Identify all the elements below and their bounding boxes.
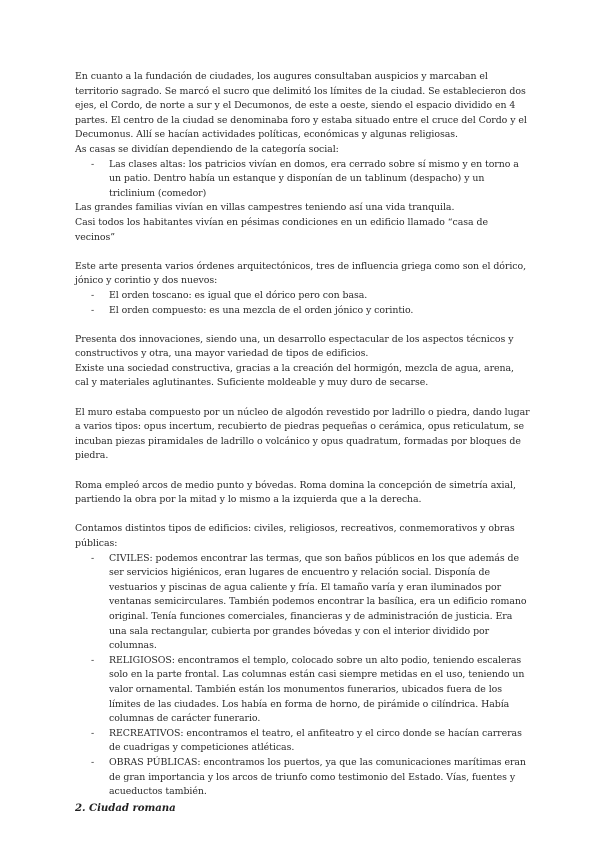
list-item-obras-publicas: - OBRAS PÚBLICAS: encontramos los puertos, ya que las comunicaciones marítimas eran de gran importancia y los arcos de triunfo como testimonio del Estado. Vías, fuentes y acueductos también. [109, 756, 530, 800]
paragraph-gap [75, 245, 530, 260]
list-item-religiosos: - RELIGIOSOS: encontramos el templo, colocado sobre un alto podio, teniendo escaleras solo en la parte frontal. Las columnas están casi siempre metidas en el uso, teniendo un valor ornamental. También están los monumentos funerarios, ubicados fuera de los límites de las ciudades. Los había en forma de horno, de pirámide o cilíndrica. Había columnas de carácter funerario. [109, 654, 530, 727]
paragraph-building-types: Contamos distintos tipos de edificios: civiles, religiosos, recreativos, conmemorativos y obras públicas: [75, 523, 515, 549]
list-item: - El orden toscano: es igual que el dórico pero con basa. [109, 289, 530, 304]
paragraph-concrete: Existe una sociedad constructiva, gracias a la creación del hormigón, mezcla de agua, arena, cal y materiales aglutinantes. Suficiente moldeable y muy duro de secarse. [75, 362, 514, 389]
list-item-civiles: - CIVILES: podemos encontrar las termas, que son baños públicos en los que además de ser servicios higiénicos, eran lugares de encuentro y relación social. Disponía de vestuarios y piscinas de agua caliente y fría. El tamaño varía y eran iluminados por ventanas semicirculares. También podemos encontrar la basílica, era un edificio romano original. Tenía funciones comerciales, financieras y de administración de justicia. Era una sala rectangular, cubierta por grandes bóvedas y con el interior dividido por columnas. [109, 552, 530, 654]
list-item: - El orden compuesto: es una mezcla de el orden jónico y corintio. [109, 304, 530, 319]
paragraph-gap [75, 318, 530, 333]
list-social-classes [75, 158, 530, 202]
document-body [75, 70, 530, 815]
paragraph-arches: Roma empleó arcos de medio punto y bóvedas. Roma domina la concepción de simetría axial, partiendo la obra por la mitad y lo mismo a la izquierda que a la derecha. [75, 479, 516, 506]
paragraph-wall-types: El muro estaba compuesto por un núcleo de algodón revestido por ladrillo o piedra, dando lugar a varios tipos: opus incertum, recubierto de piedras pequeñas o cerámica, opus reticulatum, se incuban piezas piramidales de ladrillo o volcánico y opus quadratum, formadas por bloques de piedra. [75, 406, 530, 462]
paragraph-casa-vecinos: Casi todos los habitantes vivían en pésimas condiciones en un edificio llamado “casa de vecinos” [75, 216, 488, 243]
section-heading: 2. Ciudad romana [75, 801, 176, 814]
list-item: - Las clases altas: los patricios vivían en domos, era cerrado sobre sí mismo y en torno a un patio. Dentro había un estanque y disponían de un tablinum (despacho) y un triclinium (comedor) [109, 158, 530, 202]
paragraph-gap [75, 508, 530, 523]
paragraph-gap [75, 391, 530, 406]
list-building-types [75, 552, 530, 800]
paragraph-villas: Las grandes familias vivían en villas campestres teniendo así una vida tranquila. [75, 202, 455, 214]
list-architectural-orders [75, 289, 530, 318]
list-item-recreativos: - RECREATIVOS: encontramos el teatro, el anfiteatro y el circo donde se hacían carreras de cuadrigas y competiciones atléticas. [109, 727, 530, 756]
paragraph-orders-intro: Este arte presenta varios órdenes arquitectónicos, tres de influencia griega como son el dórico, jónico y corintio y dos nuevos: [75, 260, 526, 287]
paragraph-city-foundation: En cuanto a la fundación de ciudades, los augures consultaban auspicios y marcaban el territorio sagrado. Se marcó el sucro que delimitó los límites de la ciudad. Se establecieron dos ejes, el Cordo, de norte a sur y el Decumonos, de este a oeste, siendo el espacio dividido en 4 partes. El centro de la ciudad se denominaba foro y estaba situado entre el cruce del Cordo y el Decumonus. Allí se hacían actividades políticas, económicas y algunas religiosas. [75, 71, 527, 141]
paragraph-innovations: Presenta dos innovaciones, siendo una, un desarrollo espectacular de los aspectos técnicos y constructivos y otra, una mayor variedad de tipos de edificios. [75, 333, 514, 360]
paragraph-houses-intro: As casas se dividían dependiendo de la categoría social: [75, 143, 339, 155]
paragraph-gap [75, 464, 530, 479]
